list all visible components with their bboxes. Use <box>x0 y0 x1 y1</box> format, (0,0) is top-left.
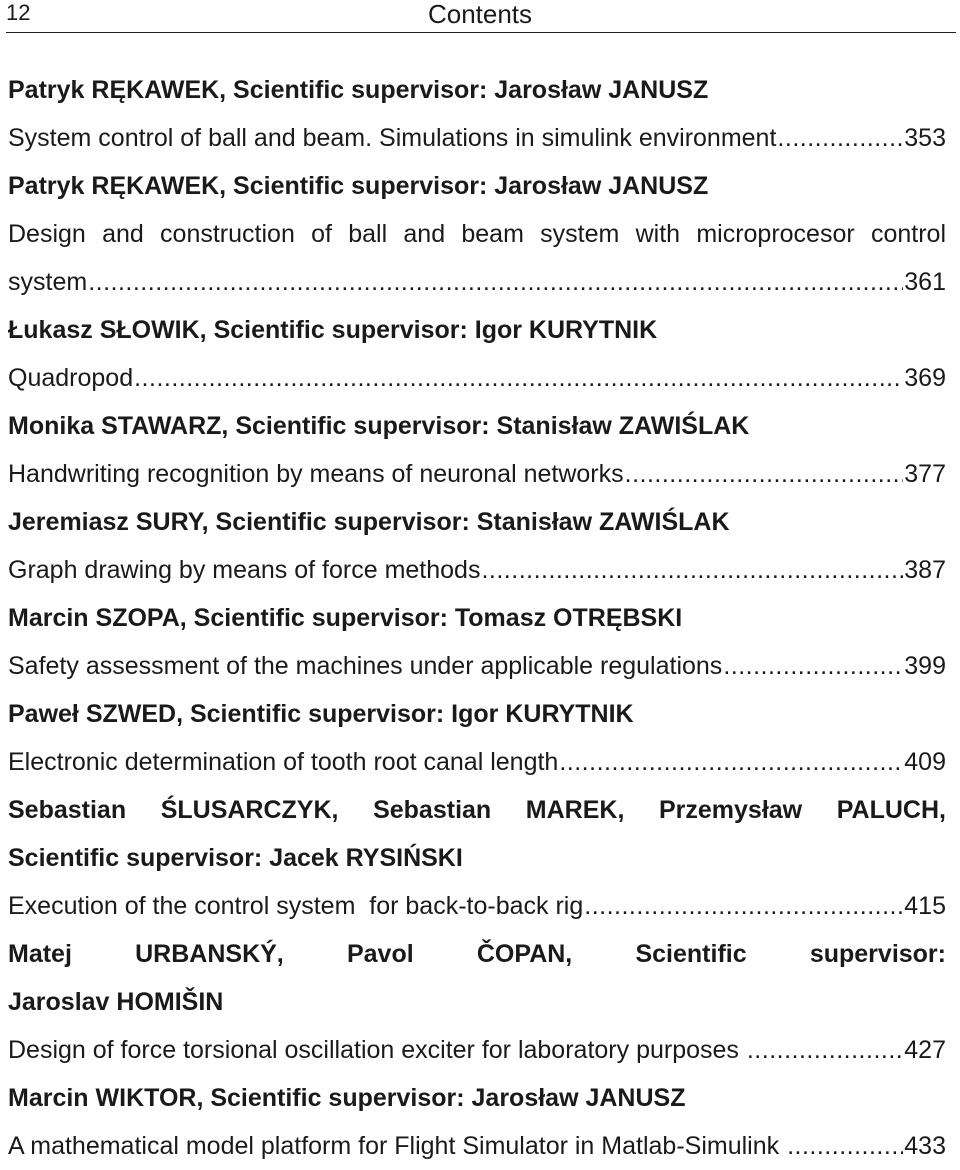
toc-entry-title: A mathematical model platform for Flight Simulator in Matlab-Simulink <box>8 1132 787 1160</box>
toc-page-number: 399 <box>904 652 946 680</box>
toc-author: Paweł SZWED, Scientific supervisor: Igor KURYTNIK <box>8 700 634 728</box>
running-head-title: Contents <box>427 0 533 29</box>
toc-entry[interactable] <box>8 450 946 498</box>
toc-page-number: 377 <box>904 460 946 488</box>
dot-leader <box>559 738 903 786</box>
toc-page-number: 353 <box>904 124 946 152</box>
dot-leader <box>625 450 904 498</box>
dot-leader <box>481 546 903 594</box>
toc-page-number: 369 <box>904 364 946 392</box>
toc-page-number: 361 <box>904 268 946 296</box>
toc-author: Patryk RĘKAWEK, Scientific supervisor: Jarosław JANUSZ <box>8 172 709 200</box>
dot-leader <box>747 1026 903 1074</box>
toc-author: Matej URBANSKÝ, Pavol ČOPAN, Scientific supervisor: <box>8 940 946 968</box>
toc-author: Marcin SZOPA, Scientific supervisor: Tomasz OTRĘBSKI <box>8 604 683 632</box>
toc-author: Sebastian ŚLUSARCZYK, Sebastian MAREK, Przemysław PALUCH, <box>8 796 946 824</box>
toc-entry-title: Safety assessment of the machines under applicable regulations <box>8 652 723 680</box>
toc-entry-title: Execution of the control system for back-to-back rig <box>8 892 584 920</box>
dot-leader <box>787 1122 903 1170</box>
toc-entry[interactable] <box>8 1122 946 1170</box>
toc-author: Monika STAWARZ, Scientific supervisor: Stanisław ZAWIŚLAK <box>8 412 750 440</box>
dot-leader <box>88 258 903 306</box>
toc-entry[interactable] <box>8 354 946 402</box>
toc-author: Marcin WIKTOR, Scientific supervisor: Jarosław JANUSZ <box>8 1084 686 1112</box>
toc-entry-title: Electronic determination of tooth root canal length <box>8 748 559 776</box>
toc-entry-title: Handwriting recognition by means of neuronal networks <box>8 460 624 488</box>
toc-entry[interactable] <box>8 882 946 930</box>
dot-leader <box>584 882 903 930</box>
toc-entry[interactable] <box>8 114 946 162</box>
toc-page-number: 415 <box>904 892 946 920</box>
toc-entry[interactable] <box>8 258 946 306</box>
toc-author: Łukasz SŁOWIK, Scientific supervisor: Igor KURYTNIK <box>8 316 658 344</box>
dot-leader <box>723 642 903 690</box>
page-number: 12 <box>6 0 31 25</box>
toc-author: Jaroslav HOMIŠIN <box>8 988 224 1016</box>
toc-entry-title-line[interactable]: Design and construction of ball and beam system with microprocesor control <box>8 220 946 248</box>
toc-entry-title: Graph drawing by means of force methods <box>8 556 481 584</box>
dot-leader <box>134 354 903 402</box>
toc-page-number: 409 <box>904 748 946 776</box>
toc-entry-title: System control of ball and beam. Simulations in simulink environment <box>8 124 777 152</box>
page-header <box>0 0 960 34</box>
toc-entry-title: system <box>8 268 88 296</box>
table-of-contents <box>8 66 946 1170</box>
toc-entry-title: Quadropod <box>8 364 134 392</box>
toc-entry[interactable] <box>8 546 946 594</box>
toc-page-number: 433 <box>904 1132 946 1160</box>
toc-author: Patryk RĘKAWEK, Scientific supervisor: Jarosław JANUSZ <box>8 76 709 104</box>
toc-page-number: 387 <box>904 556 946 584</box>
toc-entry-title: Design of force torsional oscillation exciter for laboratory purposes <box>8 1036 746 1064</box>
toc-author: Jeremiasz SURY, Scientific supervisor: Stanisław ZAWIŚLAK <box>8 508 730 536</box>
toc-entry[interactable] <box>8 1026 946 1074</box>
toc-entry[interactable] <box>8 738 946 786</box>
dot-leader <box>777 114 903 162</box>
toc-page-number: 427 <box>904 1036 946 1064</box>
header-divider <box>6 32 956 33</box>
toc-entry[interactable] <box>8 642 946 690</box>
toc-author: Scientific supervisor: Jacek RYSIŃSKI <box>8 844 463 872</box>
